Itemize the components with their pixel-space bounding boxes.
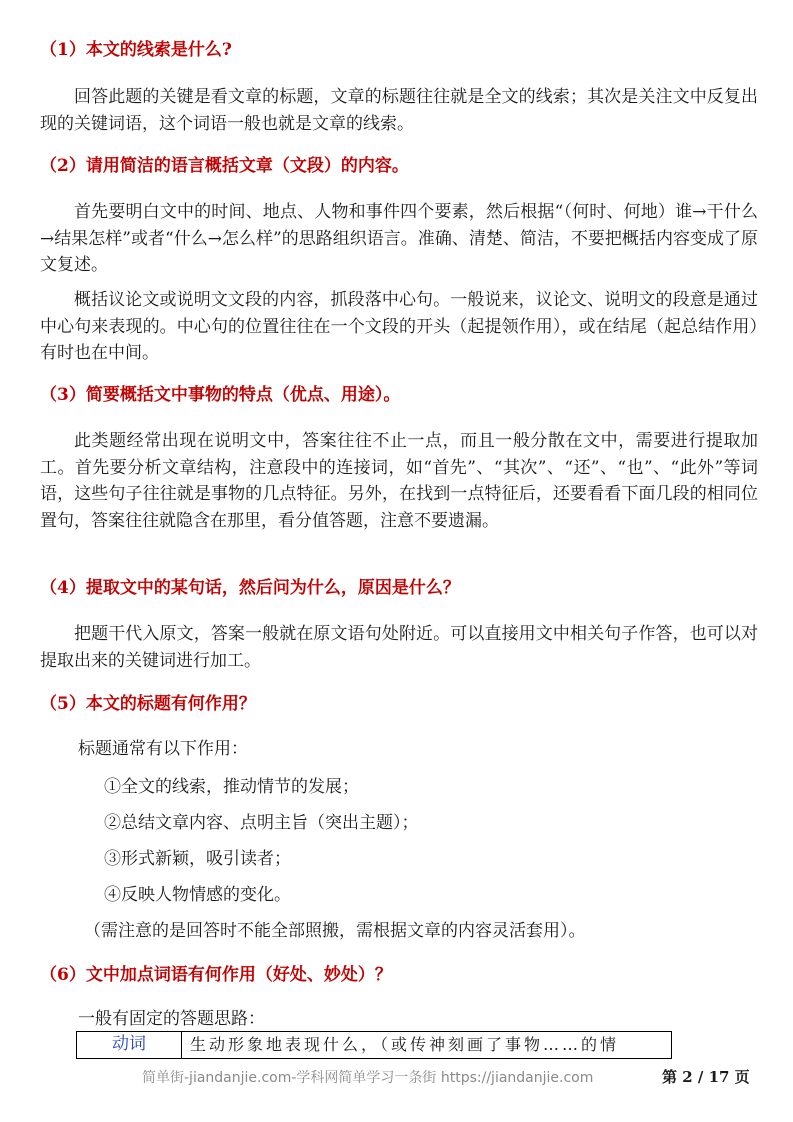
question-1-answer: 回答此题的关键是看文章的标题，文章的标题往往就是全文的线索；其次是关注文中反复出现的关键词语，这个词语一般也就是文章的线索。 [40,87,758,134]
question-4-answer: 把题干代入原文，答案一般就在原文语句处附近。可以直接用文中相关句子作答，也可以对提取出来的关键词进行加工。 [40,624,758,671]
table-text-cell: 生动形象地表现什么，（或传神刻画了事物……的情 [190,1035,620,1054]
question-6-intro: 一般有固定的答题思路： [78,1009,265,1029]
question-5-item-1: ①全文的线索，推动情节的发展； [104,777,359,797]
answer-template-table [76,1031,672,1059]
footer-watermark: 简单街-jiandanjie.com-学科网简单学习一条街 https://jiandanjie.com [142,1070,594,1086]
question-6-heading: （6）文中加点词语有何作用（好处、妙处）？ [40,965,392,985]
question-5-item-3: ③形式新颖，吸引读者； [104,849,291,869]
page-footer [142,1067,762,1089]
question-2-answer-paragraph-1: 首先要明白文中的时间、地点、人物和事件四个要素，然后根据“（何时、何地）谁→干什么→结果怎样”或者“什么→怎么样”的思路组织语言。准确、清楚、简洁，不要把概括内容变成了原文复述。 [40,202,758,275]
question-5-heading: （5）本文的标题有何作用？ [40,694,256,714]
question-1-heading: （1）本文的线索是什么? [40,40,232,60]
question-2-answer-paragraph-2: 概括议论文或说明文文段的内容，抓段落中心句。一般说来，议论文、说明文的段意是通过中心句来表现的。中心句的位置往往在一个文段的开头（起提领作用），或在结尾（起总结作用）有时也在中间。 [40,290,758,363]
page-number: 第 2 / 17 页 [662,1068,750,1086]
question-4-heading: （4）提取文中的某句话，然后问为什么，原因是什么？ [40,578,460,598]
question-5-note: （需注意的是回答时不能全部照搬，需根据文章的内容灵活套用）。 [84,921,586,941]
question-5-item-2: ②总结文章内容、点明主旨（突出主题）； [104,813,419,833]
question-5-intro: 标题通常有以下作用： [78,739,248,759]
question-5-item-4: ④反映人物情感的变化。 [104,885,291,905]
question-2-heading: （2）请用简洁的语言概括文章（文段）的内容。 [40,156,409,176]
question-3-answer: 此类题经常出现在说明文中，答案往往不止一点，而且一般分散在文中，需要进行提取加工。首先要分析文章结构，注意段中的连接词，如“首先”、“其次”、“还”、“也”、“此外”等词语，这些句子往往就是事物的几点特征。另外，在找到一点特征后，还要看看下面几段的相同位置句，答案往往就隐含在那里，看分值答题，注意不要遗漏。 [40,431,758,531]
table-label-cell: 动词 [77,1032,182,1058]
question-3-heading: （3）简要概括文中事物的特点（优点、用途）。 [40,385,401,405]
